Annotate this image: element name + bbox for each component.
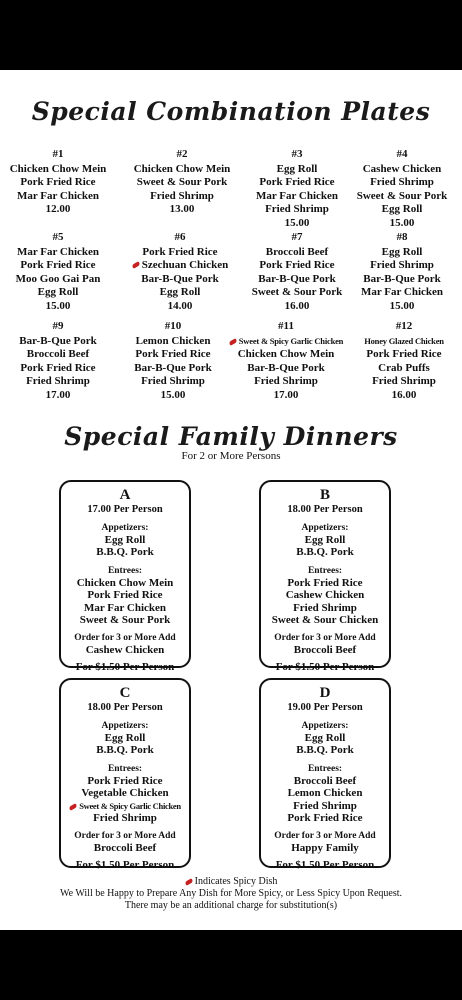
add-on-price: For $1.50 Per Person xyxy=(275,661,375,673)
plate-item: Moo Goo Gai Pan xyxy=(15,272,101,285)
plate-item: Crab Puffs xyxy=(378,361,430,374)
appetizer-item: B.B.Q. Pork xyxy=(96,744,154,756)
plate-item-text: Szechuan Chicken xyxy=(141,259,229,271)
plate-number: #2 xyxy=(176,148,188,160)
plate-item: Fried Shrimp xyxy=(141,375,205,387)
add-on-item: Broccoli Beef xyxy=(293,643,357,656)
appetizer-item: Egg Roll xyxy=(104,731,146,744)
entree-item-text: Sweet & Spicy Garlic Chicken xyxy=(79,800,181,811)
combo-plate-3 xyxy=(239,148,355,230)
combo-plate-7 xyxy=(239,231,355,313)
plate-item: Chicken Chow Mein xyxy=(9,162,107,175)
plate-number: #4 xyxy=(396,148,408,160)
appetizers-label: Appetizers: xyxy=(101,720,149,731)
appetizers-label: Appetizers: xyxy=(301,720,349,731)
chili-pepper-icon xyxy=(228,338,237,345)
dinner-letter: B xyxy=(319,487,330,503)
plate-price: 15.00 xyxy=(45,299,71,312)
plate-item: Bar-B-Que Pork xyxy=(134,361,212,374)
add-on-price: For $1.50 Per Person xyxy=(275,859,375,871)
entree-item: Pork Fried Rice xyxy=(287,576,363,589)
combo-plate-6 xyxy=(122,231,238,313)
add-on-price: For $1.50 Per Person xyxy=(75,661,175,673)
appetizers-label: Appetizers: xyxy=(301,522,349,533)
plate-price: 15.00 xyxy=(389,216,415,229)
appetizer-item: Egg Roll xyxy=(304,731,346,744)
plate-item: Bar-B-Que Pork xyxy=(141,272,219,285)
plate-item: Sweet & Sour Pork xyxy=(136,176,228,188)
appetizers-label: Appetizers: xyxy=(101,522,149,533)
add-on-item: Cashew Chicken xyxy=(85,643,165,656)
entree-item: Sweet & Sour Chicken xyxy=(271,614,379,626)
plate-item: Fried Shrimp xyxy=(254,375,318,387)
add-on-price: For $1.50 Per Person xyxy=(75,859,175,871)
entree-item: Cashew Chicken xyxy=(285,589,365,601)
plate-item: Chicken Chow Mein xyxy=(237,348,335,360)
plate-item: Pork Fried Rice xyxy=(142,245,218,258)
entree-item: Pork Fried Rice xyxy=(87,589,163,601)
plate-item: Fried Shrimp xyxy=(372,375,436,387)
family-subtitle: For 2 or More Persons xyxy=(181,450,281,462)
appetizer-item: B.B.Q. Pork xyxy=(296,546,354,558)
plate-item: Pork Fried Rice xyxy=(20,259,96,271)
combo-plate-12 xyxy=(350,320,458,402)
entree-item xyxy=(61,800,189,813)
family-dinner-b xyxy=(259,480,391,673)
dinner-price: 17.00 Per Person xyxy=(87,504,163,515)
plate-item: Pork Fried Rice xyxy=(135,348,211,360)
plate-item: Fried Shrimp xyxy=(370,259,434,271)
add-on-label: Order for 3 or More Add xyxy=(274,632,376,643)
entree-item: Sweet & Sour Pork xyxy=(79,614,171,626)
family-dinner-c xyxy=(59,678,191,871)
plate-item: Chicken Chow Mein xyxy=(133,162,231,175)
plate-item: Fried Shrimp xyxy=(26,375,90,387)
plate-price: 12.00 xyxy=(45,203,71,215)
add-on-item: Broccoli Beef xyxy=(93,841,157,854)
combo-plate-8 xyxy=(344,231,460,313)
dinner-price: 18.00 Per Person xyxy=(287,504,363,515)
plate-number: #9 xyxy=(52,320,64,332)
plate-price: 16.00 xyxy=(391,388,417,401)
combo-plate-9 xyxy=(0,320,116,402)
plate-price: 15.00 xyxy=(160,388,186,401)
entree-item: Pork Fried Rice xyxy=(287,812,363,824)
appetizer-item: Egg Roll xyxy=(104,533,146,546)
plate-number: #11 xyxy=(278,320,294,332)
plate-item: Honey Glazed Chicken xyxy=(364,335,444,346)
plate-item: Pork Fried Rice xyxy=(259,176,335,188)
entrees-label: Entrees: xyxy=(107,763,143,774)
footer-line-2: We Will be Happy to Prepare Any Dish for More Spicy, or Less Spicy Upon Request. xyxy=(59,888,403,899)
entrees-label: Entrees: xyxy=(107,565,143,576)
plate-item: Cashew Chicken xyxy=(362,162,442,175)
add-on-item: Happy Family xyxy=(291,841,359,854)
plate-price: 16.00 xyxy=(284,299,310,312)
plate-price: 14.00 xyxy=(167,299,193,312)
plate-item: Egg Roll xyxy=(159,286,201,298)
entree-item: Broccoli Beef xyxy=(293,774,357,787)
footer-line-3: There may be an additional charge for substitution(s) xyxy=(124,900,338,911)
plate-item-text: Sweet & Spicy Garlic Chicken xyxy=(238,335,344,346)
chili-pepper-icon xyxy=(69,803,78,810)
plate-number: #10 xyxy=(164,320,182,332)
plate-item: Pork Fried Rice xyxy=(20,361,96,374)
plate-item: Egg Roll xyxy=(37,286,79,298)
appetizer-item: B.B.Q. Pork xyxy=(296,744,354,756)
plate-item: Sweet & Sour Pork xyxy=(356,189,448,202)
plate-item xyxy=(122,259,238,273)
appetizer-item: B.B.Q. Pork xyxy=(96,546,154,558)
family-title: Special Family Dinners xyxy=(64,422,398,451)
plate-item: Fried Shrimp xyxy=(370,176,434,188)
entree-item: Fried Shrimp xyxy=(93,812,157,824)
combo-plate-4 xyxy=(344,148,460,230)
plate-item: Egg Roll xyxy=(276,162,318,175)
dinner-price: 18.00 Per Person xyxy=(87,702,163,713)
plate-price: 15.00 xyxy=(284,216,310,229)
dinner-price: 19.00 Per Person xyxy=(287,702,363,713)
plate-number: #1 xyxy=(52,148,64,160)
plate-item xyxy=(216,335,356,349)
plate-number: #5 xyxy=(52,231,64,243)
plate-item: Broccoli Beef xyxy=(265,245,329,258)
dinner-letter: D xyxy=(319,685,331,701)
dinner-letter: A xyxy=(119,487,131,503)
plate-item: Pork Fried Rice xyxy=(366,348,442,360)
add-on-label: Order for 3 or More Add xyxy=(274,830,376,841)
dinner-letter: C xyxy=(119,685,131,701)
spicy-note-text: Indicates Spicy Dish xyxy=(194,876,278,887)
family-dinner-d xyxy=(259,678,391,871)
combo-plate-1 xyxy=(0,148,116,217)
plate-number: #8 xyxy=(396,231,408,243)
add-on-label: Order for 3 or More Add xyxy=(74,830,176,841)
plate-item: Bar-B-Que Pork xyxy=(247,361,325,374)
entree-item: Fried Shrimp xyxy=(293,799,357,812)
plate-item: Bar-B-Que Pork xyxy=(258,272,336,285)
entree-item: Pork Fried Rice xyxy=(87,774,163,787)
entrees-label: Entrees: xyxy=(307,565,343,576)
plate-number: #7 xyxy=(291,231,303,243)
plate-number: #6 xyxy=(174,231,186,243)
plate-item: Mar Far Chicken xyxy=(16,245,100,258)
plate-number: #12 xyxy=(395,320,413,332)
combo-plate-5 xyxy=(0,231,116,313)
plate-item: Mar Far Chicken xyxy=(360,286,444,298)
add-on-label: Order for 3 or More Add xyxy=(74,632,176,643)
chili-pepper-icon xyxy=(184,878,193,885)
plate-price: 15.00 xyxy=(389,299,415,312)
plate-item: Egg Roll xyxy=(381,245,423,258)
plate-item: Pork Fried Rice xyxy=(20,176,96,188)
plate-item: Sweet & Sour Pork xyxy=(251,286,343,298)
plate-number: #3 xyxy=(291,148,303,160)
entree-item: Lemon Chicken xyxy=(287,787,363,799)
plate-item: Mar Far Chicken xyxy=(255,189,339,202)
plate-item: Egg Roll xyxy=(381,203,423,215)
plate-price: 17.00 xyxy=(273,388,299,401)
plate-item: Pork Fried Rice xyxy=(259,259,335,271)
combo-plate-11 xyxy=(216,320,356,402)
plate-item: Fried Shrimp xyxy=(150,189,214,202)
combo-plate-10 xyxy=(115,320,231,402)
plate-price: 17.00 xyxy=(45,388,71,401)
appetizer-item: Egg Roll xyxy=(304,533,346,546)
entree-item: Mar Far Chicken xyxy=(83,601,167,614)
entrees-label: Entrees: xyxy=(307,763,343,774)
plate-price: 13.00 xyxy=(169,203,195,215)
combo-plate-2 xyxy=(124,148,240,217)
spicy-note xyxy=(0,876,462,888)
entree-item: Fried Shrimp xyxy=(293,601,357,614)
plate-item: Mar Far Chicken xyxy=(16,189,100,202)
plate-item: Bar-B-Que Pork xyxy=(19,334,97,347)
chili-pepper-icon xyxy=(131,262,140,269)
entree-item: Vegetable Chicken xyxy=(81,787,169,799)
family-dinner-a xyxy=(59,480,191,673)
plate-item: Bar-B-Que Pork xyxy=(363,272,441,285)
entree-item: Chicken Chow Mein xyxy=(76,576,174,589)
menu-page xyxy=(0,70,462,930)
plate-item: Broccoli Beef xyxy=(26,348,90,360)
plate-item: Fried Shrimp xyxy=(265,203,329,215)
combination-title: Special Combination Plates xyxy=(31,97,431,126)
plate-item: Lemon Chicken xyxy=(135,334,211,347)
